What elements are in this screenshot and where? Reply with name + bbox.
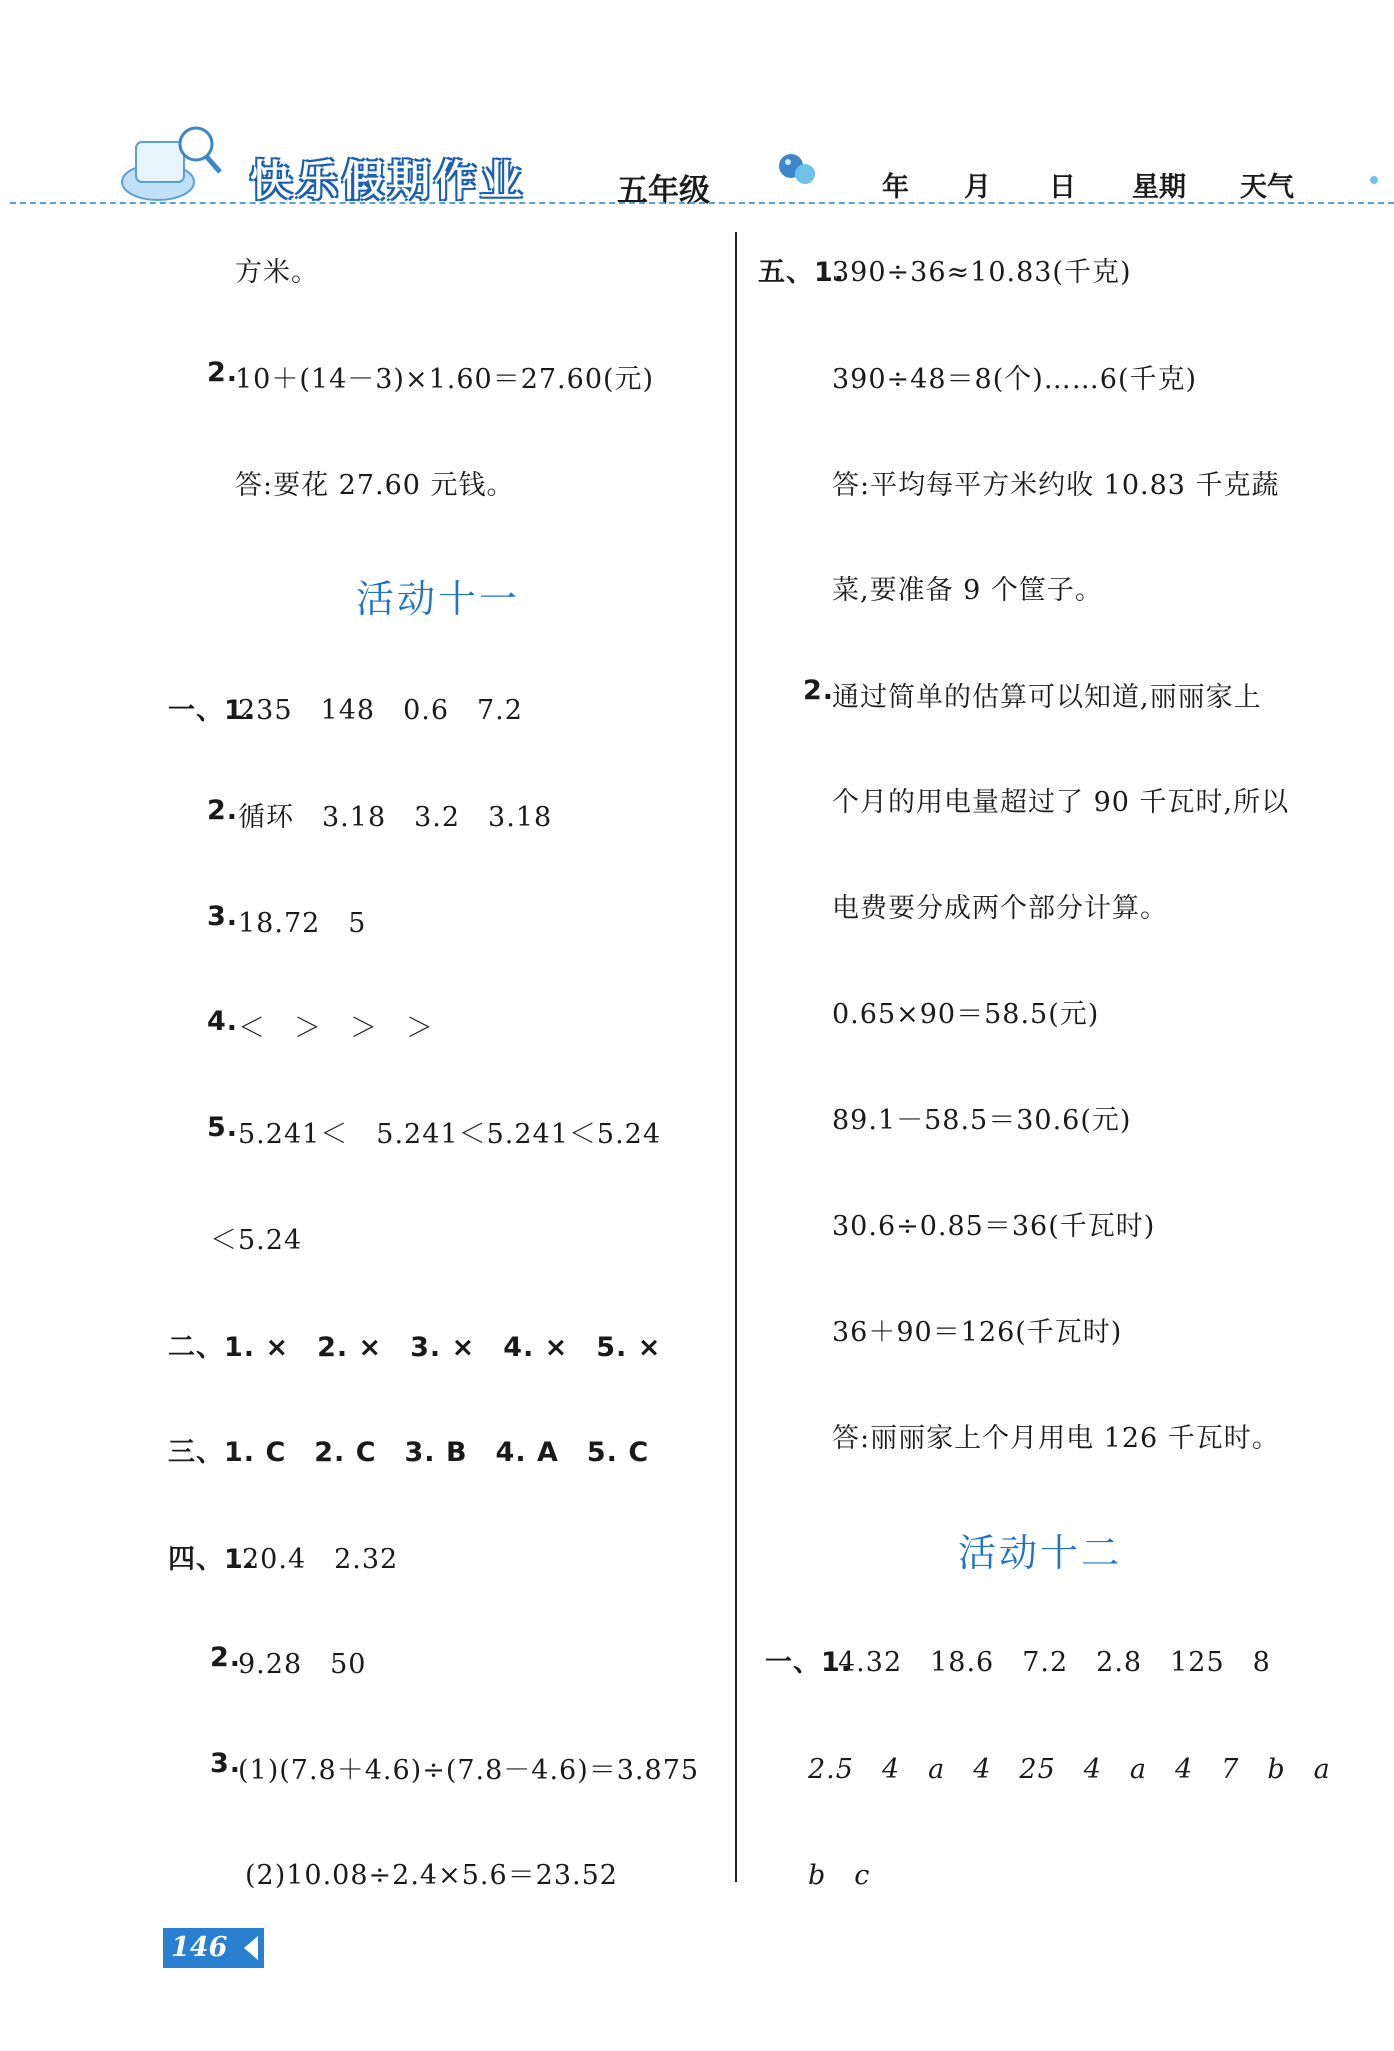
balloon-icon xyxy=(775,150,821,196)
answer-line: 10＋(14－3)×1.60＝27.60(元) xyxy=(235,364,655,395)
header-dot-icon xyxy=(1370,176,1378,184)
item-number: 五、1. xyxy=(758,257,846,288)
answer-line: 235 148 0.6 7.2 xyxy=(238,695,523,726)
answer-line: 答:平均每平方米约收 10.83 千克蔬 xyxy=(832,470,1280,501)
column-divider xyxy=(735,232,737,1882)
answer-line: ＜ ＞ ＞ ＞ xyxy=(238,1013,434,1044)
answer-line: 390÷36≈10.83(千克) xyxy=(832,257,1132,288)
answer-line: 30.6÷0.85＝36(千瓦时) xyxy=(832,1211,1156,1242)
header-month-label: 月 xyxy=(964,172,991,203)
answer-line: 电费要分成两个部分计算。 xyxy=(832,893,1168,924)
header-weather-label: 天气 xyxy=(1240,172,1294,203)
answer-line: 390÷48＝8(个)……6(千克) xyxy=(832,364,1198,395)
answer-line: (2)10.08÷2.4×5.6＝23.52 xyxy=(245,1860,618,1891)
answer-line: 20.4 2.32 xyxy=(242,1544,399,1575)
item-number: 3. xyxy=(207,901,239,932)
item-number: 2. xyxy=(207,357,239,388)
item-number: 一、1. xyxy=(765,1647,853,1678)
header-divider xyxy=(10,202,1394,204)
header-day-label: 日 xyxy=(1049,172,1076,203)
answer-line: 答:丽丽家上个月用电 126 千瓦时。 xyxy=(832,1423,1280,1454)
item-number: 3. xyxy=(210,1748,242,1779)
page-number: 146 xyxy=(163,1928,246,1968)
answer-line: 答:要花 27.60 元钱。 xyxy=(235,470,515,501)
answer-line: (1)(7.8＋4.6)÷(7.8－4.6)＝3.875 xyxy=(238,1755,700,1786)
section-heading: 活动十一 xyxy=(356,577,521,621)
item-number: 2. xyxy=(207,795,239,826)
header-weekday-label: 星期 xyxy=(1132,172,1186,203)
item-number: 2. xyxy=(803,675,835,706)
header-title: 快乐假期作业 xyxy=(250,156,527,205)
answer-line: 二、1. × 2. × 3. × 4. × 5. × xyxy=(168,1332,662,1363)
answer-line: 18.72 5 xyxy=(238,908,367,939)
item-number: 一、1. xyxy=(168,695,256,726)
header-logo-icon xyxy=(118,120,228,210)
answer-line: 5.241＜ 5.241＜5.241＜5.24 xyxy=(238,1119,662,1150)
answer-line: 2.5 4 a 4 25 4 a 4 7 b a xyxy=(808,1754,1331,1785)
page-arrow-icon xyxy=(238,1928,264,1968)
item-number: 2. xyxy=(210,1642,242,1673)
section-heading: 活动十二 xyxy=(958,1531,1123,1575)
grade-label: 五年级 xyxy=(617,173,710,209)
header-year-label: 年 xyxy=(882,172,909,203)
answer-line: 9.28 50 xyxy=(238,1649,367,1680)
answer-line: 0.65×90＝58.5(元) xyxy=(832,999,1100,1030)
item-number: 5. xyxy=(207,1112,239,1143)
answer-line: 三、1. C 2. C 3. B 4. A 5. C xyxy=(168,1437,650,1468)
item-number: 四、1. xyxy=(168,1544,256,1575)
answer-line: 4.32 18.6 7.2 2.8 125 8 xyxy=(838,1647,1271,1678)
answer-line: 菜,要准备 9 个筐子。 xyxy=(832,575,1103,606)
answer-line: 方米。 xyxy=(235,257,319,288)
answer-line: 通过简单的估算可以知道,丽丽家上 xyxy=(832,682,1262,713)
answer-line: 36＋90＝126(千瓦时) xyxy=(832,1317,1123,1348)
answer-line: ＜5.24 xyxy=(210,1225,303,1256)
answer-line: 循环 3.18 3.2 3.18 xyxy=(238,802,553,833)
answer-line: 个月的用电量超过了 90 千瓦时,所以 xyxy=(832,787,1290,818)
item-number: 4. xyxy=(207,1006,239,1037)
answer-line: 89.1－58.5＝30.6(元) xyxy=(832,1105,1132,1136)
answer-line: b c xyxy=(808,1860,871,1891)
